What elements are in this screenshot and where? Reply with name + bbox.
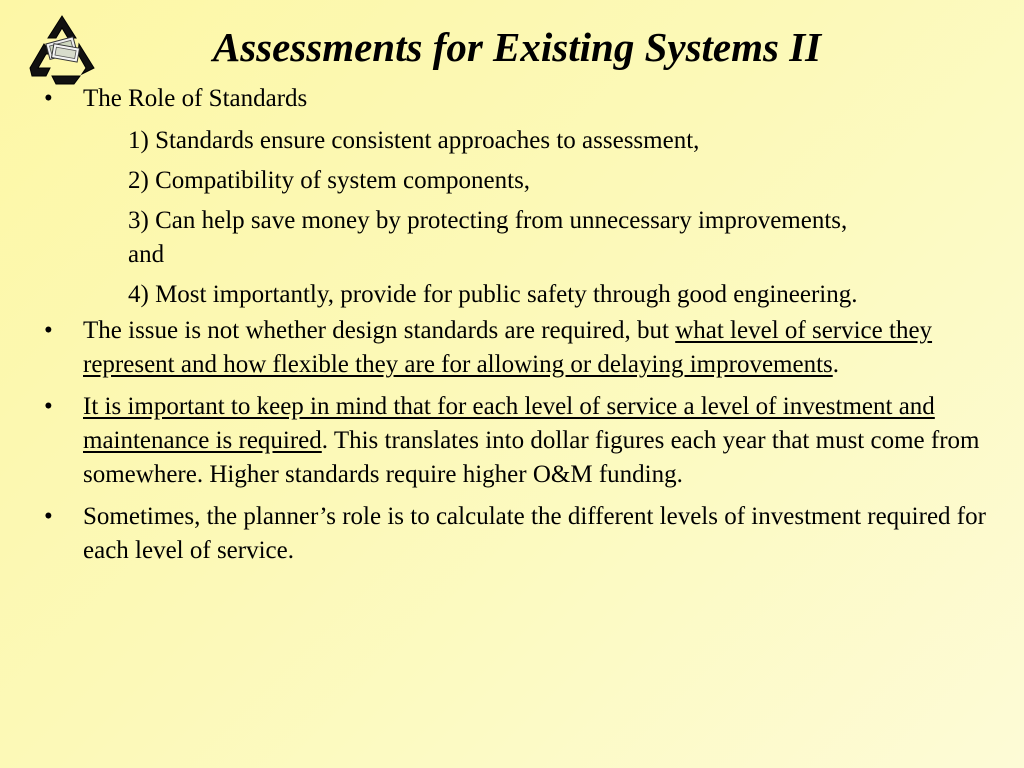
sub-item: 2) Compatibility of system components, (128, 167, 531, 194)
sub-item: 1) Standards ensure consistent approaches to assessment, (128, 127, 700, 154)
bullet-dot: • (44, 85, 53, 112)
sub-item: 3) Can help save money by protecting from unnecessary improvements, and (128, 207, 848, 268)
bullet-dot: • (44, 393, 53, 420)
bullet-text: The Role of Standards (83, 85, 308, 112)
bullet-underlined-text: It is important to keep in mind that for each level of service a level of investment and maintenance is required (83, 393, 935, 454)
slide-content (0, 82, 1024, 576)
sub-list (0, 124, 994, 312)
bullet-text: Sometimes, the planner’s role is to calculate the different levels of investment required for each level of service. (83, 503, 986, 564)
bullet-underlined-text: what level of service they represent and how flexible they are for allowing or delaying improvements (83, 317, 933, 378)
sub-item: 4) Most importantly, provide for public safety through good engineering. (128, 281, 858, 308)
bullet-text-end: . (832, 351, 840, 378)
bullet-text: The issue is not whether design standards are required, but (83, 317, 676, 344)
bullet-role-of-standards (0, 82, 1024, 312)
bullet-planner-role (0, 500, 1024, 568)
slide-title: Assessments for Existing Systems II (212, 24, 822, 70)
bullet-text: . This translates into dollar figures each year that must come from somewhere. Higher standards require higher O&M funding. (83, 427, 980, 488)
bullet-dot: • (44, 317, 53, 344)
bullet-design-standards (0, 314, 1024, 382)
bullet-dot: • (44, 503, 53, 530)
bullet-level-of-service (0, 390, 1024, 492)
